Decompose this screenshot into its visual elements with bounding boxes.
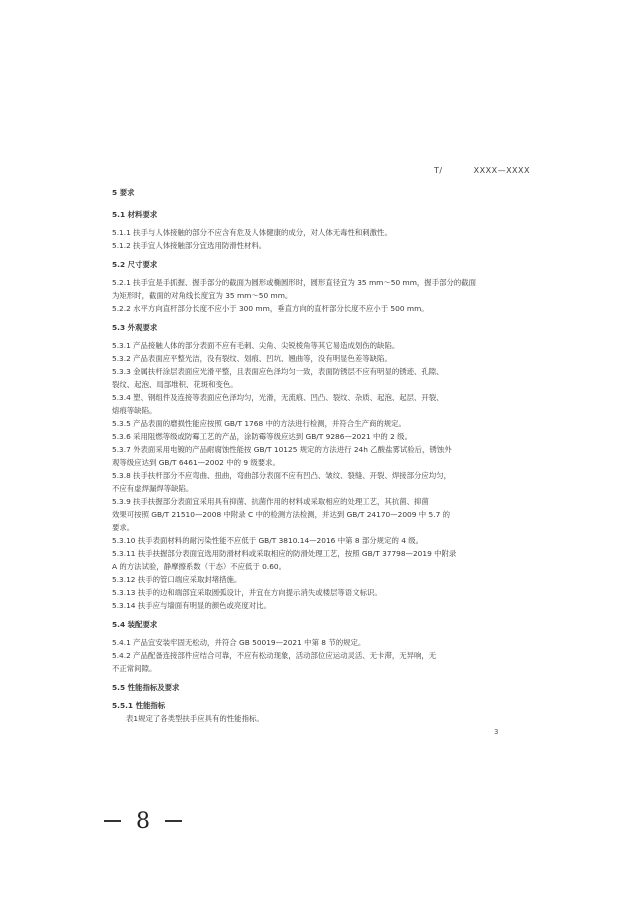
clause: 5.3.11 扶手扶握部分表面宜选用防滑材料或采取相应的防滑处理工艺，按照 GB/T 37798—2019 中附录 <box>112 549 457 558</box>
clause: 5.3.2 产品表面应平整光洁，没有裂纹、划痕、凹坑、翘曲等，没有明显色差等缺陷。 <box>112 354 392 363</box>
clause: 5.3.1 产品接触人体的部分表面不应有毛刺、尖角、尖锐棱角等其它易造成划伤的缺陷。 <box>112 341 400 350</box>
clause-continuation: 效果可按照 GB/T 21510—2008 中附录 C 中的检测方法检测，并达到 GB/T 24170—2009 中 5.7 的 <box>112 510 451 519</box>
clause: 5.3.5 产品表面的磨损性能应按照 GB/T 1768 中的方法进行检测，并符合生产商的规定。 <box>112 419 406 428</box>
clause: 表1规定了各类型扶手应具有的性能指标。 <box>126 714 264 723</box>
clause: 5.3.4 塑、钢组件及连接等表面应色泽均匀，光滑，无流痕、凹凸、裂纹、杂质、起泡、起层、开裂、 <box>112 393 444 402</box>
subsection-heading: 5.3 外观要求 <box>112 323 158 332</box>
standard-prefix: T/ <box>434 166 443 175</box>
clause: 5.3.9 扶手扶握部分表面宜采用具有抑菌、抗菌作用的材料或采取相应的处理工艺，其抗菌、抑菌 <box>112 497 429 506</box>
clause-continuation: 为矩形时，截面的对角线长度宜为 35 mm～50 mm。 <box>112 291 293 300</box>
footer-page-number: 8 <box>136 808 150 834</box>
section-heading: 5 要求 <box>112 188 135 197</box>
document-body <box>112 186 512 725</box>
clause: 5.1.2 扶手宜人体接触部分宜选用防滑性材料。 <box>112 241 267 250</box>
clause: 5.3.12 扶手的管口端应采取封堵措施。 <box>112 575 242 584</box>
clause-continuation: 熔痕等缺陷。 <box>112 406 157 415</box>
subsection-heading: 5.5 性能指标及要求 <box>112 683 180 692</box>
clause: 5.3.13 扶手的边和端部宜采取圆弧设计，并宜在方向提示消失或楼层等语文标识。 <box>112 588 382 597</box>
clause-continuation: 要求。 <box>112 523 135 532</box>
footer-dash-right <box>165 820 182 822</box>
standard-header <box>434 166 530 175</box>
clause: 5.1.1 扶手与人体接触的部分不应含有危及人体健康的成分，对人体无毒性和刺激性。 <box>112 228 392 237</box>
clause: 5.2.1 扶手宜是手抓握、握手部分的截面为圆形或椭圆形时，圆形直径宜为 35 mm～50 mm，握手部分的截面 <box>112 278 477 287</box>
clause: 5.3.7 外表面采用电镀的产品耐腐蚀性能按 GB/T 10125 规定的方法进行 24h 乙酸盐雾试验后，锈蚀外 <box>112 445 452 454</box>
subsection-heading: 5.2 尺寸要求 <box>112 260 158 269</box>
clause: 5.3.14 扶手应与墙面有明显的颜色或亮度对比。 <box>112 601 271 610</box>
clause-continuation: 不应有虚焊漏焊等缺陷。 <box>112 484 194 493</box>
clause: 5.3.3 金属扶杆涂层表面应光滑平整，且表面应色泽均匀一致，表面防锈层不应有明显的锈迹、孔隙、 <box>112 367 444 376</box>
footer-page-marker <box>96 808 190 834</box>
page-number: 3 <box>494 728 499 736</box>
subsection-heading: 5.1 材料要求 <box>112 210 158 219</box>
clause: 5.4.2 产品配备连接部件应结合可靠，不应有松动现象，活动部位应运动灵活、无卡滞，无异响，无 <box>112 651 437 660</box>
clause: 5.3.6 采用阻燃等级或防霉工艺的产品，涂防霉等级应达到 GB/T 9286—2021 中的 2 级。 <box>112 432 412 441</box>
subsection-heading: 5.4 装配要求 <box>112 620 158 629</box>
clause: 5.3.10 扶手表面材料的耐污染性能不应低于 GB/T 3810.14—2016 中第 8 部分规定的 4 级。 <box>112 536 424 545</box>
clause-continuation: 观等级应达到 GB/T 6461—2002 中的 9 级要求。 <box>112 458 280 467</box>
footer-dash-left <box>104 820 121 822</box>
clause-continuation: 裂纹、起泡、局部堆积、花斑和变色。 <box>112 380 238 389</box>
clause: 5.3.8 扶手扶杆部分不应弯曲、扭曲，弯曲部分表面不应有凹凸、皱纹、裂缝、开裂、焊接部分应均匀， <box>112 471 451 480</box>
clause-heading: 5.5.1 性能指标 <box>112 701 166 710</box>
clause-continuation: 不正常间隙。 <box>112 664 157 673</box>
clause-continuation: A 的方法试验，静摩擦系数（干态）不应低于 0.60。 <box>112 562 287 571</box>
standard-code: XXXX—XXXX <box>473 166 530 175</box>
clause: 5.4.1 产品宜安装牢固无松动，并符合 GB 50019—2021 中第 8 节的规定。 <box>112 638 366 647</box>
clause: 5.2.2 水平方向直杆部分长度不应小于 300 mm，垂直方向的直杆部分长度不应小于 500 mm。 <box>112 304 429 313</box>
